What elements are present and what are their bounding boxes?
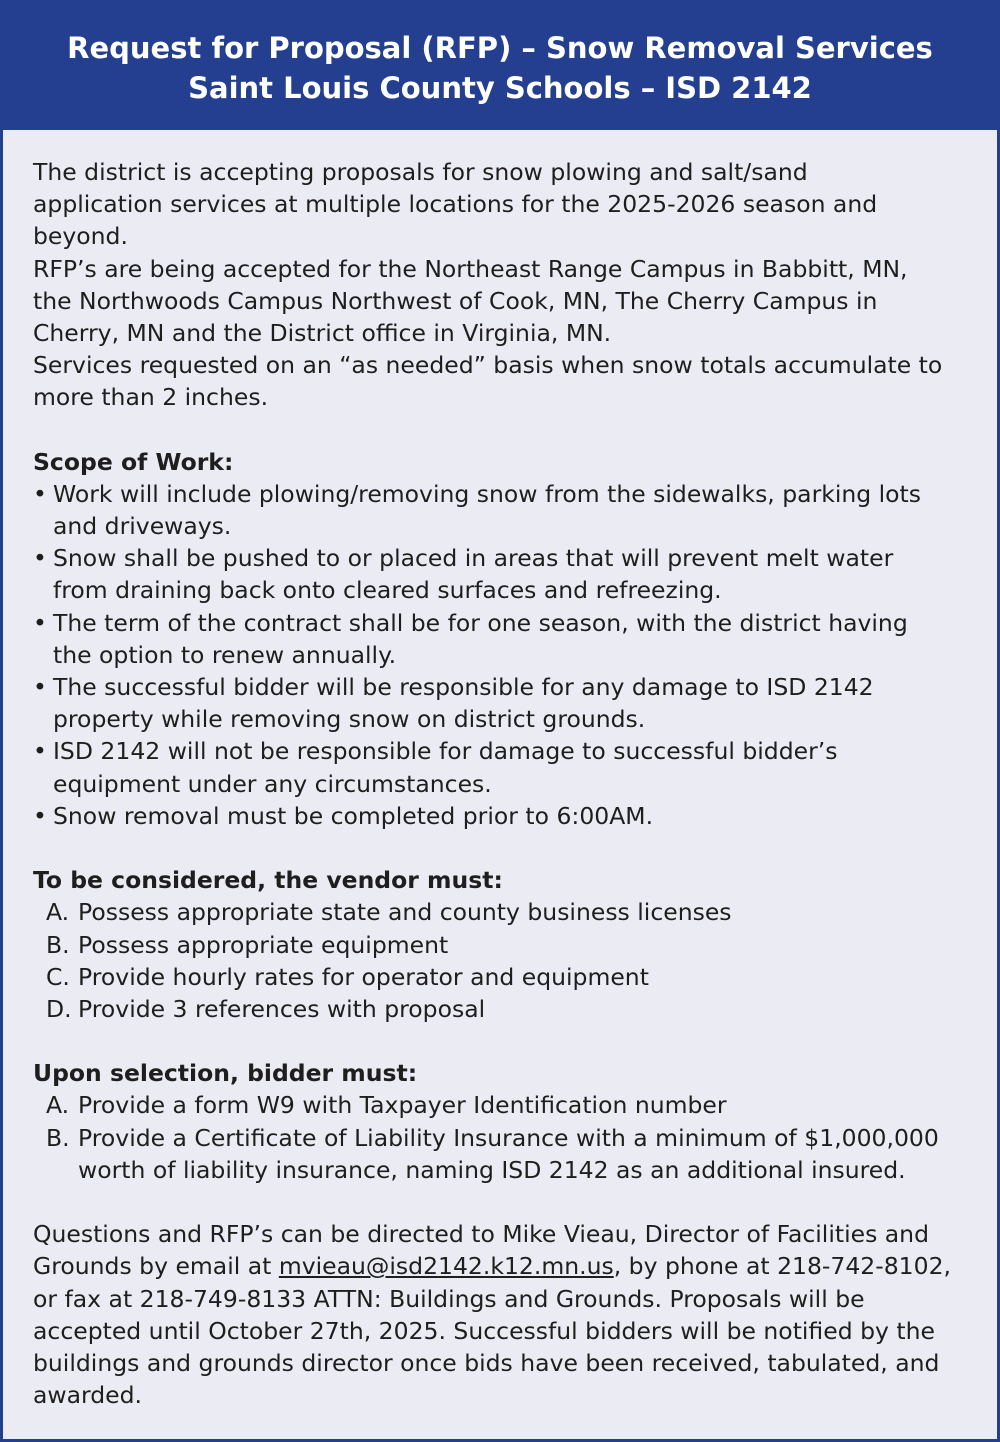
bullet-icon: • [33, 673, 47, 701]
bullet-text: The term of the contract shall be for one season, with the district having [53, 608, 908, 637]
vendor-heading: To be considered, the vendor must: [33, 866, 503, 895]
item-letter: A. [46, 1091, 70, 1120]
bullet-icon: • [33, 479, 47, 508]
bullet-text: Work will include plowing/removing snow from the sidewalks, parking lots [53, 479, 922, 508]
bullet-text: The successful bidder will be responsible for any damage to ISD 2142 [53, 673, 874, 701]
scope-bullet-item [33, 478, 973, 510]
title-line-1: Request for Proposal (RFP) – Snow Removal Services [67, 31, 933, 65]
item-letter: D. [46, 994, 72, 1023]
bullet-icon: • [33, 801, 47, 830]
intro-line: The district is accepting proposals for snow plowing and salt/sand [33, 158, 808, 186]
email-link[interactable]: mvieau@isd2142.k12.mn.us [278, 1252, 614, 1281]
intro-line: beyond. [33, 222, 128, 251]
selection-heading: Upon selection, bidder must: [33, 1059, 418, 1088]
blank-line [33, 1025, 973, 1057]
item-letter: A. [46, 898, 70, 927]
item-text: Possess appropriate equipment [78, 930, 449, 959]
document-body [33, 156, 973, 1411]
header-banner [0, 0, 1000, 130]
bullet-text: ISD 2142 will not be responsible for damage to successful bidder’s [53, 737, 838, 766]
item-text: Provide 3 references with proposal [78, 994, 486, 1023]
bullet-icon: • [33, 544, 47, 573]
item-text-continued: worth of liability insurance, naming ISD 2142 as an additional insured. [78, 1155, 906, 1184]
vendor-requirement [33, 961, 973, 993]
bullet-text-continued: the option to renew annually. [53, 640, 397, 669]
bullet-icon: • [33, 608, 47, 637]
scope-heading: Scope of Work: [33, 447, 234, 476]
bullet-text-continued: and driveways. [53, 512, 232, 541]
title-line-2: Saint Louis County Schools – ISD 2142 [188, 71, 812, 105]
scope-bullet-item [33, 735, 973, 767]
intro-line: more than 2 inches. [33, 383, 269, 412]
item-letter: C. [46, 962, 70, 991]
selection-requirement [33, 1089, 973, 1121]
scope-bullet-item [33, 800, 973, 832]
blank-line [33, 832, 973, 864]
vendor-requirement [33, 896, 973, 928]
scope-bullet-item [33, 607, 973, 639]
vendor-requirement [33, 993, 973, 1025]
contact-line: awarded. [33, 1381, 143, 1410]
item-text: Provide hourly rates for operator and equipment [78, 962, 649, 991]
bullet-text-continued: property while removing snow on district grounds. [53, 705, 646, 734]
contact-line: or fax at 218-749-8133 ATTN: Buildings and Grounds. Proposals will be [33, 1284, 865, 1313]
intro-line: RFP’s are being accepted for the Northeast Range Campus in Babbitt, MN, [33, 254, 908, 283]
bullet-text-continued: from draining back onto cleared surfaces and refreezing. [53, 576, 722, 605]
blank-line [33, 1186, 973, 1218]
intro-line: Cherry, MN and the District office in Virginia, MN. [33, 318, 612, 347]
contact-text: , by phone at 218-742-8102, [613, 1252, 952, 1281]
item-text: Provide a form W9 with Taxpayer Identification number [78, 1091, 727, 1120]
intro-line: the Northwoods Campus Northwest of Cook, MN, The Cherry Campus in [33, 286, 878, 315]
item-text: Possess appropriate state and county business licenses [78, 898, 732, 927]
contact-line [33, 1250, 973, 1282]
vendor-requirement [33, 929, 973, 961]
intro-line: Services requested on an “as needed” basis when snow totals accumulate to [33, 351, 943, 380]
contact-text: Grounds by email at [33, 1252, 279, 1281]
scope-bullet-item [33, 542, 973, 574]
item-text: Provide a Certificate of Liability Insurance with a minimum of $1,000,000 [78, 1123, 939, 1152]
bullet-text: Snow removal must be completed prior to 6:00AM. [53, 801, 654, 830]
selection-requirement [33, 1122, 973, 1154]
bullet-text-continued: equipment under any circumstances. [53, 769, 492, 798]
scope-bullet-item [33, 671, 973, 703]
intro-line: application services at multiple locations for the 2025-2026 season and [33, 190, 878, 219]
item-letter: B. [46, 1123, 70, 1152]
contact-line: Questions and RFP’s can be directed to Mike Vieau, Director of Facilities and [33, 1220, 929, 1249]
contact-line: accepted until October 27th, 2025. Successful bidders will be notified by the [33, 1316, 935, 1345]
bullet-text: Snow shall be pushed to or placed in areas that will prevent melt water [53, 544, 894, 573]
item-letter: B. [46, 930, 70, 959]
blank-line [33, 414, 973, 446]
contact-line: buildings and grounds director once bids have been received, tabulated, and [33, 1348, 940, 1377]
bullet-icon: • [33, 737, 47, 766]
